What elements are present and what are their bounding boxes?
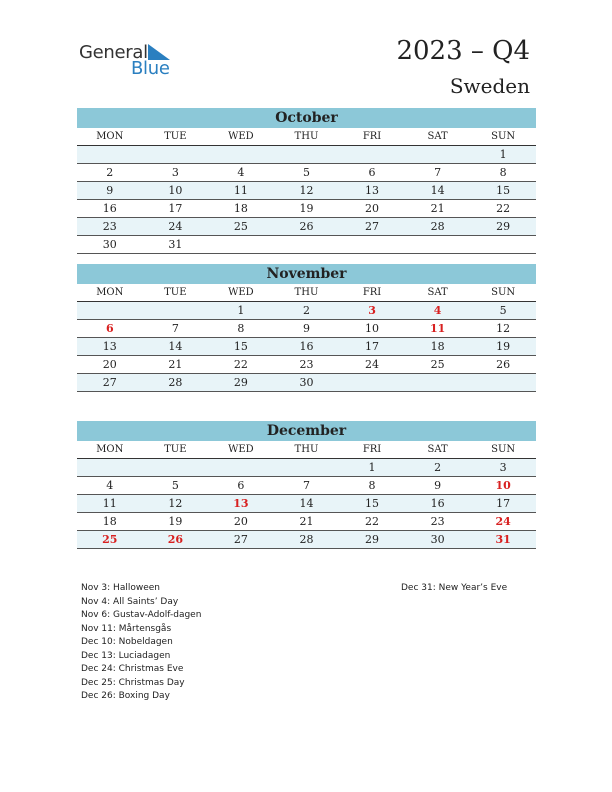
- day-cell: 1: [237, 304, 245, 317]
- day-cell: 27: [102, 376, 117, 389]
- weekday-header: SUN: [491, 444, 516, 455]
- day-cell: 22: [365, 515, 380, 528]
- day-cell: 13: [365, 184, 380, 197]
- day-cell: 12: [168, 497, 183, 510]
- day-cell: 9: [434, 479, 442, 492]
- holiday-notes-left: [81, 582, 381, 704]
- empty-day-cell: [470, 374, 536, 391]
- day-cell: 4: [433, 304, 442, 317]
- weekday-header: SAT: [427, 444, 448, 455]
- day-cell: 21: [168, 358, 183, 371]
- day-cell: 19: [299, 202, 314, 215]
- weekday-header-row: [77, 128, 536, 146]
- day-cell: 4: [237, 166, 245, 179]
- empty-day-cell: [143, 146, 209, 163]
- day-cell: 30: [430, 533, 445, 546]
- month-october: [77, 108, 536, 254]
- weekday-header: WED: [228, 131, 254, 142]
- day-cell: 16: [102, 202, 117, 215]
- holiday-note: Dec 24: Christmas Eve: [81, 664, 184, 674]
- day-cell: 28: [168, 376, 183, 389]
- empty-day-cell: [470, 236, 536, 253]
- day-cell: 7: [302, 479, 310, 492]
- empty-day-cell: [274, 459, 340, 476]
- day-cell: 26: [496, 358, 511, 371]
- month-november: [77, 264, 536, 392]
- day-cell: 29: [233, 376, 248, 389]
- week-row: [77, 356, 536, 374]
- holiday-note: Dec 13: Luciadagen: [81, 650, 171, 661]
- day-cell: 13: [102, 340, 117, 353]
- weekday-header: THU: [294, 131, 319, 142]
- holiday-note: Dec 25: Christmas Day: [81, 677, 185, 688]
- empty-day-cell: [77, 459, 143, 476]
- day-cell: 26: [167, 533, 183, 546]
- day-cell: 2: [302, 304, 310, 317]
- day-cell: 25: [233, 220, 248, 233]
- holiday-note: Nov 6: Gustav-Adolf-dagen: [81, 610, 202, 620]
- week-row: [77, 495, 536, 513]
- day-cell: 1: [368, 461, 376, 474]
- page-title: 2023 – Q4: [396, 36, 530, 66]
- weekday-header-row: [77, 441, 536, 459]
- day-cell: 10: [168, 184, 183, 197]
- week-row: [77, 200, 536, 218]
- weekday-header-row: [77, 284, 536, 302]
- day-cell: 20: [365, 202, 380, 215]
- logo-blue-text: Blue: [131, 58, 170, 79]
- empty-day-cell: [208, 459, 274, 476]
- day-cell: 20: [233, 515, 248, 528]
- day-cell: 10: [495, 479, 511, 492]
- weekday-header: SUN: [491, 287, 516, 298]
- weekday-header: SUN: [491, 131, 516, 142]
- day-cell: 9: [106, 184, 114, 197]
- weekday-header: SAT: [427, 131, 448, 142]
- day-cell: 8: [237, 322, 245, 335]
- empty-day-cell: [77, 302, 143, 319]
- day-cell: 27: [365, 220, 380, 233]
- empty-day-cell: [274, 236, 340, 253]
- day-cell: 22: [496, 202, 511, 215]
- day-cell: 29: [496, 220, 511, 233]
- weekday-header: WED: [228, 287, 254, 298]
- day-cell: 2: [106, 166, 114, 179]
- day-cell: 8: [499, 166, 507, 179]
- day-cell: 24: [365, 358, 380, 371]
- holiday-notes-right: [401, 582, 507, 596]
- empty-day-cell: [208, 236, 274, 253]
- day-cell: 21: [299, 515, 314, 528]
- holiday-note: Dec 31: New Year’s Eve: [401, 583, 508, 593]
- month-december: [77, 421, 536, 549]
- day-cell: 15: [496, 184, 511, 197]
- day-cell: 12: [496, 322, 511, 335]
- day-cell: 26: [299, 220, 314, 233]
- country-name: Sweden: [449, 74, 530, 98]
- weekday-header: THU: [294, 444, 319, 455]
- weekday-header: FRI: [362, 131, 382, 142]
- day-cell: 6: [237, 479, 245, 492]
- empty-day-cell: [77, 146, 143, 163]
- day-cell: 5: [499, 304, 507, 317]
- day-cell: 23: [299, 358, 314, 371]
- day-cell: 25: [430, 358, 445, 371]
- day-cell: 1: [499, 148, 507, 161]
- weekday-header: FRI: [362, 287, 382, 298]
- day-cell: 12: [299, 184, 314, 197]
- week-row: [77, 374, 536, 392]
- day-cell: 18: [233, 202, 248, 215]
- day-cell: 23: [430, 515, 445, 528]
- day-cell: 5: [302, 166, 310, 179]
- day-cell: 16: [430, 497, 445, 510]
- weekday-header: MON: [96, 287, 124, 298]
- day-cell: 22: [233, 358, 248, 371]
- day-cell: 31: [168, 238, 183, 251]
- empty-day-cell: [339, 236, 405, 253]
- day-cell: 23: [102, 220, 117, 233]
- day-cell: 11: [102, 497, 117, 510]
- logo-general-text: General: [79, 42, 148, 63]
- day-cell: 9: [302, 322, 310, 335]
- day-cell: 3: [499, 461, 507, 474]
- day-cell: 11: [429, 322, 446, 335]
- holiday-note: Nov 11: Mårtensgås: [81, 623, 172, 634]
- day-cell: 4: [106, 479, 114, 492]
- month-title: December: [77, 421, 536, 441]
- day-cell: 16: [299, 340, 314, 353]
- day-cell: 14: [430, 184, 445, 197]
- month-title: November: [77, 264, 536, 284]
- empty-day-cell: [405, 146, 471, 163]
- empty-day-cell: [339, 374, 405, 391]
- weekday-header: TUE: [164, 444, 187, 455]
- day-cell: 17: [496, 497, 511, 510]
- day-cell: 17: [168, 202, 183, 215]
- week-row: [77, 302, 536, 320]
- weekday-header: MON: [96, 131, 124, 142]
- week-row: [77, 182, 536, 200]
- day-cell: 18: [430, 340, 445, 353]
- day-cell: 18: [102, 515, 117, 528]
- week-row: [77, 146, 536, 164]
- day-cell: 19: [168, 515, 183, 528]
- weekday-header: WED: [228, 444, 254, 455]
- day-cell: 30: [102, 238, 117, 251]
- holiday-note: Nov 4: All Saints’ Day: [81, 596, 179, 607]
- weekday-header: SAT: [427, 287, 448, 298]
- day-cell: 3: [171, 166, 179, 179]
- weekday-header: MON: [96, 444, 124, 455]
- month-title: October: [77, 108, 536, 128]
- day-cell: 14: [299, 497, 314, 510]
- week-row: [77, 531, 536, 549]
- day-cell: 28: [430, 220, 445, 233]
- logo: [79, 40, 199, 80]
- day-cell: 30: [299, 376, 314, 389]
- day-cell: 17: [365, 340, 380, 353]
- empty-day-cell: [405, 374, 471, 391]
- empty-day-cell: [143, 302, 209, 319]
- day-cell: 31: [495, 533, 511, 546]
- weekday-header: TUE: [164, 287, 187, 298]
- empty-day-cell: [208, 146, 274, 163]
- day-cell: 15: [233, 340, 248, 353]
- day-cell: 7: [171, 322, 179, 335]
- day-cell: 2: [434, 461, 442, 474]
- weekday-header: TUE: [164, 131, 187, 142]
- week-row: [77, 513, 536, 531]
- day-cell: 6: [105, 322, 114, 335]
- day-cell: 21: [430, 202, 445, 215]
- day-cell: 5: [171, 479, 179, 492]
- holiday-note: Nov 3: Halloween: [81, 583, 160, 593]
- day-cell: 14: [168, 340, 183, 353]
- day-cell: 28: [299, 533, 314, 546]
- day-cell: 10: [365, 322, 380, 335]
- holiday-note: Dec 26: Boxing Day: [81, 691, 170, 701]
- week-row: [77, 320, 536, 338]
- day-cell: 19: [496, 340, 511, 353]
- empty-day-cell: [405, 236, 471, 253]
- day-cell: 15: [365, 497, 380, 510]
- day-cell: 24: [495, 515, 511, 528]
- weekday-header: THU: [294, 287, 319, 298]
- week-row: [77, 164, 536, 182]
- day-cell: 7: [434, 166, 442, 179]
- day-cell: 29: [365, 533, 380, 546]
- holiday-note: Dec 10: Nobeldagen: [81, 637, 173, 647]
- day-cell: 8: [368, 479, 376, 492]
- day-cell: 11: [233, 184, 248, 197]
- week-row: [77, 338, 536, 356]
- day-cell: 20: [102, 358, 117, 371]
- day-cell: 13: [233, 497, 249, 510]
- day-cell: 6: [368, 166, 376, 179]
- day-cell: 3: [368, 304, 376, 317]
- empty-day-cell: [143, 459, 209, 476]
- week-row: [77, 236, 536, 254]
- day-cell: 24: [168, 220, 183, 233]
- day-cell: 25: [102, 533, 118, 546]
- week-row: [77, 218, 536, 236]
- weekday-header: FRI: [362, 444, 382, 455]
- empty-day-cell: [339, 146, 405, 163]
- week-row: [77, 477, 536, 495]
- empty-day-cell: [274, 146, 340, 163]
- week-row: [77, 459, 536, 477]
- day-cell: 27: [233, 533, 248, 546]
